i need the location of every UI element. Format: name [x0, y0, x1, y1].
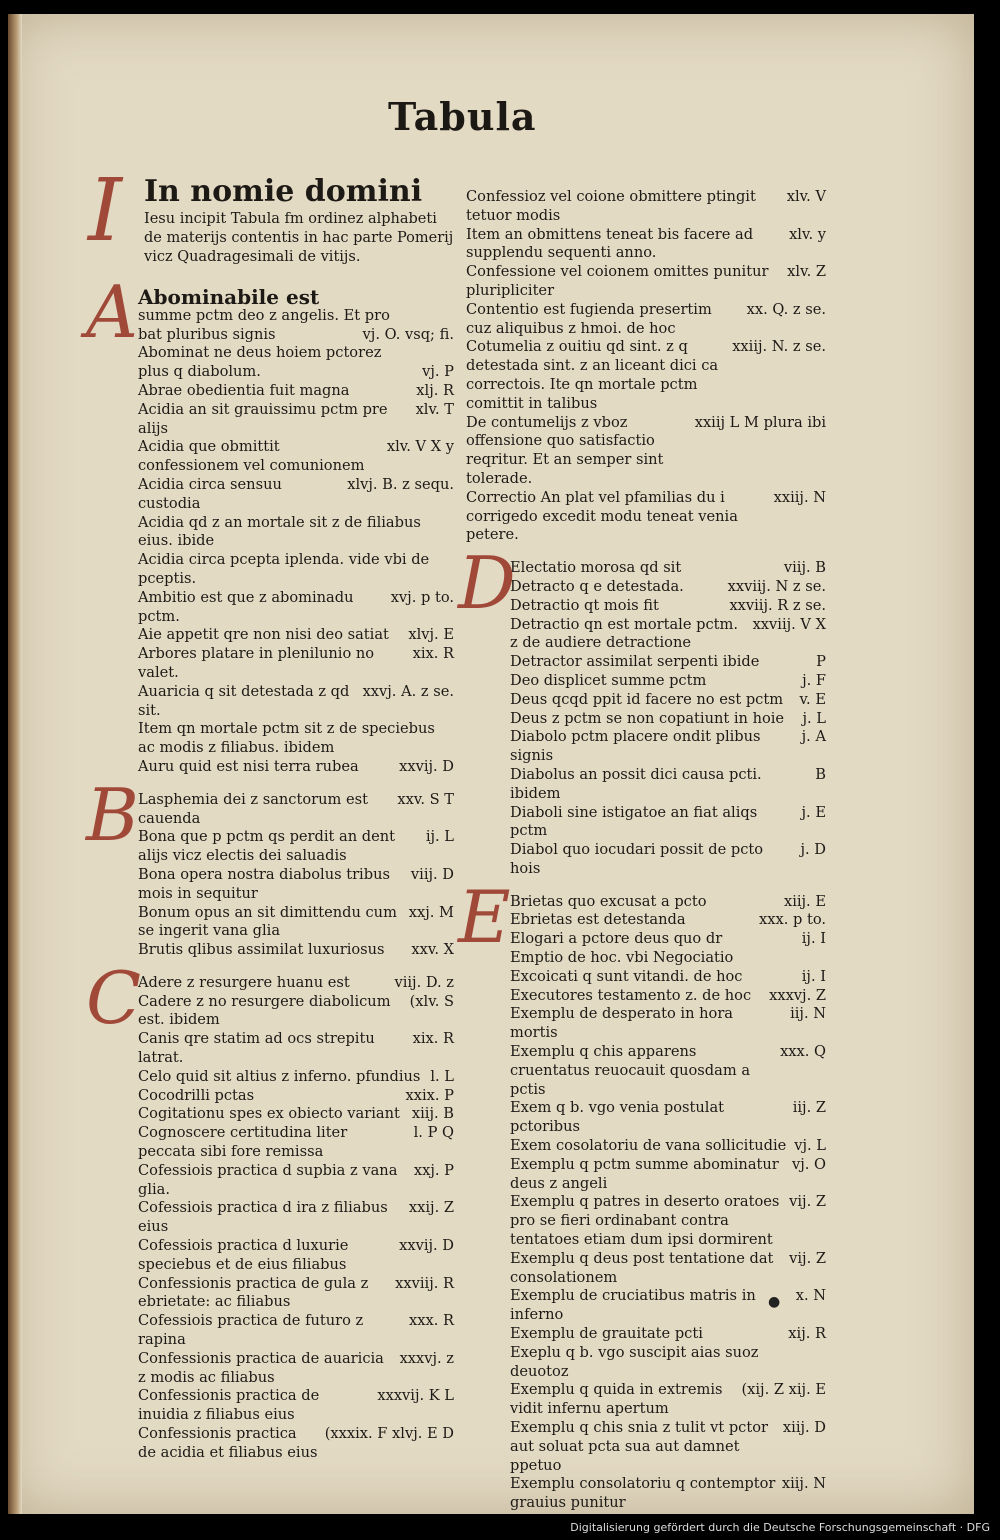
entry-reference: xiij. D	[782, 1419, 826, 1436]
index-section	[458, 874, 826, 1513]
entry-reference: xxj. P	[413, 1161, 454, 1179]
entry-reference: vj. L	[794, 1137, 826, 1155]
entry-text: plus q diabolum.	[138, 363, 261, 381]
index-entry	[138, 514, 454, 552]
index-entry	[466, 301, 826, 339]
entry-reference: (xlv. S	[409, 992, 454, 1010]
index-entry	[138, 1162, 454, 1200]
entry-text: Diabolo pctm placere ondit plibus signis	[510, 728, 761, 765]
index-entry	[138, 1199, 454, 1237]
index-entry	[510, 968, 826, 987]
entry-reference: xvj. p to.	[390, 588, 454, 606]
index-entry	[138, 363, 454, 382]
entry-reference: xiij. E	[783, 892, 826, 910]
entry-text: Exemplu q patres in deserto oratoes pro se fieri ordinabant contra tentatoes etiam dum ipsi dormirent	[510, 1193, 780, 1249]
index-entry	[510, 987, 826, 1006]
entry-reference: xxv. S T	[397, 790, 454, 808]
manuscript-page	[8, 14, 974, 1514]
entry-text: Abrae obedientia fuit magna	[138, 381, 350, 399]
entry-text: Exemplu q quida in extremis vidit infernu apertum	[510, 1381, 723, 1418]
entry-text: Confessionis practica de acidia et filiabus eius	[138, 1425, 318, 1461]
entry-reference: j. F	[802, 671, 826, 689]
index-entry	[138, 683, 454, 721]
index-entry	[510, 841, 826, 879]
page-title: Tabula	[388, 94, 537, 139]
entry-text: Detractio qn est mortale pctm. z de audiere detractione	[510, 615, 738, 652]
index-entry	[138, 476, 454, 514]
entry-text: Cocodrilli pctas	[138, 1086, 255, 1104]
entry-reference: iij. Z	[792, 1099, 826, 1117]
entry-reference: xxviij. V X	[752, 615, 826, 633]
index-section	[86, 772, 454, 960]
index-entry	[138, 382, 454, 401]
index-entry	[138, 1068, 454, 1087]
index-entry	[510, 653, 826, 672]
entry-reference: xlv. V X y	[386, 438, 454, 456]
entry-text: Confessioz vel coione obmittere ptingit tetuor modis	[466, 188, 756, 224]
index-entry	[510, 597, 826, 616]
entry-text: Exemplu q chis snia z tulit vt pctor aut soluat pcta sua aut damnet ppetuo	[510, 1419, 768, 1474]
entry-text: Executores testamento z. de hoc	[510, 986, 752, 1004]
index-section	[458, 541, 826, 879]
index-entry	[510, 1099, 826, 1137]
index-entry	[138, 1087, 454, 1106]
entry-reference: xx. Q. z se.	[746, 300, 826, 318]
entry-reference: viij. D. z	[394, 973, 454, 991]
entry-reference: xlvj. E	[408, 626, 454, 644]
index-entry	[138, 1030, 454, 1068]
entry-reference: P	[816, 653, 826, 671]
incipit-heading	[88, 161, 454, 274]
entry-reference: j. L	[802, 709, 826, 727]
entry-reference: ij. L	[425, 828, 454, 846]
entry-text: Confessionis practica de auaricia z modis ac filiabus	[138, 1349, 384, 1386]
right-column	[458, 174, 826, 1513]
entry-text: Brutis qlibus assimilat luxuriosus	[138, 941, 385, 959]
index-entry	[138, 1237, 454, 1275]
entry-text: Cofessiois practica d supbia z vana glia.	[138, 1161, 398, 1198]
index-section	[86, 270, 454, 777]
index-entry	[510, 766, 826, 804]
index-entry	[510, 1156, 826, 1194]
entry-text: Item an obmittens teneat bis facere ad supplendu sequenti anno.	[466, 225, 754, 262]
entry-reference: xxviij. R z se.	[729, 596, 826, 614]
entry-text: Correctio An plat vel pfamilias du i corrigedo excedit modu teneat venia petere.	[466, 488, 738, 544]
index-entry	[510, 1137, 826, 1156]
entry-text: Acidia an sit grauissimu pctm pre alijs	[138, 400, 388, 437]
index-entry	[138, 993, 454, 1031]
entry-text: Adere z resurgere huanu est	[138, 973, 350, 991]
right-sections	[458, 188, 826, 1513]
illuminated-initial: D	[458, 541, 516, 626]
entry-reference: x. N	[795, 1287, 826, 1305]
index-section	[86, 955, 454, 1463]
entry-text: Exemplu de grauitate pcti	[510, 1325, 703, 1343]
entry-reference: vj. P	[422, 363, 454, 381]
index-entry	[138, 828, 454, 866]
illuminated-initial: B	[86, 772, 139, 857]
index-entry	[510, 1250, 826, 1288]
left-sections	[86, 270, 454, 1463]
left-column	[86, 161, 454, 1463]
entry-reference: j. A	[801, 728, 826, 746]
entry-text: Exeplu q b. vgo suscipit aias suoz deuotoz	[510, 1343, 759, 1380]
entry-text: Exemplu de desperato in hora mortis	[510, 1005, 734, 1042]
illuminated-initial: I	[88, 161, 122, 261]
entry-reference: viij. B	[783, 559, 826, 577]
index-entry	[138, 1312, 454, 1350]
entry-reference: (xij. Z xij. E	[741, 1381, 826, 1399]
entry-text: Acidia circa pcepta iplenda. vide vbi de pceptis.	[138, 551, 430, 587]
index-entry	[138, 438, 454, 476]
entry-text: Deus z pctm se non copatiunt in hoie	[510, 709, 785, 727]
entry-reference: xxxvj. Z	[769, 986, 826, 1004]
entry-reference: xlv. V	[786, 188, 826, 205]
entry-text: Elogari a pctore deus quo dr	[510, 930, 723, 948]
entry-reference: xiij. N	[781, 1475, 826, 1493]
index-entry	[510, 911, 826, 930]
index-entry	[510, 728, 826, 766]
entry-reference: xix. R	[412, 1030, 454, 1048]
index-entry	[138, 720, 454, 758]
index-entry	[138, 401, 454, 439]
entry-text: Ebrietas est detestanda	[510, 911, 686, 929]
index-entry	[466, 489, 826, 545]
entry-text: Detractio qt mois fit	[510, 596, 659, 614]
entry-text: Arbores platare in plenilunio no valet.	[138, 645, 375, 681]
entry-reference: xxx. R	[409, 1312, 454, 1330]
entry-reference: l. L	[430, 1067, 454, 1085]
entry-reference: vj. O. vsq; fi.	[362, 325, 454, 343]
entry-reference: xxiij. N. z se.	[732, 338, 826, 356]
entry-text: Exemplu de cruciatibus matris in inferno	[510, 1287, 756, 1324]
index-entry	[510, 578, 826, 597]
entry-text: De contumelijs z vboz offensione quo satisfactio reqritur. Et an semper sint tolerade.	[466, 413, 664, 487]
entry-reference: ij. I	[801, 930, 826, 948]
entry-reference: xxviij. R	[395, 1274, 454, 1292]
index-entry	[510, 1475, 826, 1513]
entry-reference: v. E	[799, 690, 826, 708]
index-entry	[138, 1387, 454, 1425]
entry-text: summe pctm deo z angelis. Et pro	[138, 306, 390, 324]
entry-text: Deus qcqd ppit id facere no est pctm	[510, 690, 784, 708]
index-entry	[510, 804, 826, 842]
entry-reference: vj. O	[791, 1155, 826, 1173]
index-entry	[510, 691, 826, 710]
index-entry	[138, 645, 454, 683]
entry-text: Detracto q e detestada.	[510, 577, 684, 595]
entry-text: Exem cosolatoriu de vana sollicitudie	[510, 1137, 787, 1155]
entry-text: Acidia circa sensuu custodia	[138, 475, 282, 512]
index-entry	[510, 1043, 826, 1099]
entry-text: Bonum opus an sit dimittendu cum se ingerit vana glia	[138, 903, 397, 940]
ink-dot: ●	[768, 1294, 781, 1310]
index-entry	[138, 344, 454, 363]
entry-text: Celo quid sit altius z inferno. pfundius	[138, 1067, 421, 1085]
entry-text: Deo displicet summe pctm	[510, 671, 707, 689]
entry-text: Bona que p pctm qs perdit an dent alijs vicz electis dei saluadis	[138, 828, 396, 865]
index-entry	[138, 626, 454, 645]
index-entry	[138, 791, 454, 829]
entry-text: Exemplu q pctm summe abominatur deus z angeli	[510, 1155, 779, 1192]
index-entry	[466, 263, 826, 301]
entry-reference: xlv. T	[415, 400, 454, 418]
index-entry	[510, 1325, 826, 1344]
entry-reference: xlvj. B. z sequ.	[347, 475, 454, 493]
entry-text: Cotumelia z ouitiu qd sint. z q detestada sint. z an liceant dici ca correctois. Ite qn mortale pctm comittit in talibus	[466, 338, 719, 412]
entry-text: Acidia qd z an mortale sit z de filiabus eius. ibide	[138, 513, 421, 550]
entry-reference: xxx. p to.	[759, 911, 826, 929]
entry-reference: xxxvij. K L	[377, 1387, 454, 1405]
index-entry	[138, 1425, 454, 1463]
entry-reference: j. E	[801, 803, 826, 821]
index-entry	[138, 758, 454, 777]
incipit-title: In nomie domini	[144, 174, 423, 209]
entry-reference: l. P Q	[413, 1124, 454, 1142]
entry-reference: vij. Z	[789, 1249, 826, 1267]
index-entry	[138, 589, 454, 627]
entry-reference: ij. I	[801, 967, 826, 985]
entry-reference: vij. Z	[789, 1193, 826, 1211]
entry-text: Canis qre statim ad ocs strepitu latrat.	[138, 1030, 375, 1067]
index-entry	[466, 338, 826, 413]
index-entry	[466, 226, 826, 264]
index-entry	[510, 1419, 826, 1475]
entry-text: Auru quid est nisi terra rubea	[138, 757, 359, 775]
entry-reference: iij. N	[790, 1005, 826, 1023]
entry-reference: xxij. Z	[408, 1199, 454, 1217]
entry-reference: j. D	[800, 841, 826, 859]
entry-reference: xiij. B	[411, 1105, 454, 1123]
entry-text: Exem q b. vgo venia postulat pctoribus	[510, 1099, 725, 1136]
index-entry	[510, 1381, 826, 1419]
illuminated-initial: A	[86, 270, 138, 354]
index-entry	[138, 1105, 454, 1124]
section-lead: Abominabile est	[138, 285, 320, 309]
entry-reference: xxix. P	[405, 1086, 454, 1104]
index-entry	[138, 866, 454, 904]
entry-reference: xlv. Z	[787, 263, 826, 281]
entry-text: Emptio de hoc. vbi Negociatio	[510, 949, 734, 967]
entry-reference: viij. D	[410, 865, 454, 883]
entry-text: Bona opera nostra diabolus tribus mois in sequitur	[138, 865, 390, 902]
index-entry	[138, 307, 454, 326]
entry-text: Contentio est fugienda presertim cuz aliquibus z hmoi. de hoc	[466, 300, 712, 337]
index-entry	[138, 941, 454, 960]
entry-reference: xxxvj. z	[399, 1349, 454, 1367]
entry-text: Cadere z no resurgere diabolicum est. ibidem	[138, 992, 391, 1029]
entry-text: Acidia que obmittit confessionem vel comunionem	[138, 438, 365, 475]
entry-text: Diabolus an possit dici causa pcti. ibidem	[510, 765, 762, 802]
index-entry	[466, 414, 826, 489]
entry-reference: xxvij. D	[399, 757, 454, 775]
index-entry	[510, 949, 826, 968]
entry-text: Lasphemia dei z sanctorum est cauenda	[138, 790, 368, 827]
entry-text: Exemplu consolatoriu q contemptor grauius punitur	[510, 1475, 776, 1512]
entry-reference: xlv. y	[789, 225, 826, 243]
entry-reference: xxiij L M plura ibi	[694, 413, 826, 431]
illuminated-initial: C	[86, 955, 142, 1040]
digitization-credit: Digitalisierung gefördert durch die Deutsche Forschungsgemeinschaft · DFG	[570, 1521, 990, 1534]
index-entry	[138, 974, 454, 993]
index-entry	[138, 904, 454, 942]
entry-reference: xxvj. A. z se.	[362, 682, 454, 700]
index-entry	[138, 326, 454, 345]
entry-text: Auaricia q sit detestada z qd sit.	[138, 682, 350, 719]
index-entry	[510, 1193, 826, 1249]
entry-text: Abominat ne deus hoiem pctorez	[138, 344, 382, 362]
index-entry	[138, 1124, 454, 1162]
index-entry	[466, 188, 826, 226]
index-entry	[138, 551, 454, 589]
index-entry	[510, 1005, 826, 1043]
entry-text: Ambitio est que z abominadu pctm.	[138, 588, 354, 625]
entry-reference: xxviij. N z se.	[727, 577, 826, 595]
index-entry	[138, 1275, 454, 1313]
entry-text: Diaboli sine istigatoe an fiat aliqs pctm	[510, 803, 758, 840]
entry-reference: xxiij. N	[773, 488, 826, 506]
entry-text: Item qn mortale pctm sit z de speciebus ac modis z filiabus. ibidem	[138, 720, 435, 757]
entry-text: Detractor assimilat serpenti ibide	[510, 653, 760, 671]
index-entry	[510, 672, 826, 691]
book-binding-edge	[8, 14, 22, 1514]
index-entry	[138, 1350, 454, 1388]
index-entry	[510, 710, 826, 729]
entry-reference: xix. R	[412, 645, 454, 663]
entry-reference: xxj. M	[408, 903, 454, 921]
entry-reference: xxvij. D	[399, 1237, 454, 1255]
entry-text: Confessione vel coionem omittes punitur pluripliciter	[466, 263, 769, 299]
index-entry	[510, 559, 826, 578]
entry-reference: (xxxix. F xlvj. E D	[324, 1425, 454, 1443]
entry-reference: xlj. R	[416, 381, 454, 399]
entry-text: Exemplu q deus post tentatione dat consolationem	[510, 1249, 774, 1286]
entry-text: Cofessiois practica de futuro z rapina	[138, 1312, 364, 1349]
entry-text: Electatio morosa qd sit	[510, 559, 682, 577]
entry-text: Aie appetit qre non nisi deo satiat	[138, 626, 389, 644]
entry-text: Cognoscere certitudina liter peccata sibi fore remissa	[138, 1124, 348, 1161]
index-section	[466, 188, 826, 545]
entry-reference: B	[815, 765, 826, 783]
entry-text: Exemplu q chis apparens cruentatus reuocauit quosdam a pctis	[510, 1043, 751, 1098]
entry-text: Cogitationu spes ex obiecto variant	[138, 1105, 400, 1123]
entry-text: Cofessiois practica d ira z filiabus eius	[138, 1199, 388, 1236]
index-entry	[510, 1344, 826, 1382]
entry-reference: xij. R	[788, 1325, 826, 1343]
entry-text: Diabol quo iocudari possit de pcto hois	[510, 841, 764, 877]
entry-reference: xxv. X	[411, 941, 454, 959]
entry-reference: xxx. Q	[780, 1043, 826, 1061]
index-entry	[510, 930, 826, 949]
entry-text: bat pluribus signis	[138, 325, 276, 343]
entry-text: Cofessiois practica d luxurie speciebus et de eius filiabus	[138, 1237, 349, 1273]
index-entry	[510, 893, 826, 912]
illuminated-initial: E	[458, 874, 511, 959]
entry-text: Confessionis practica de inuidia z filiabus eius	[138, 1387, 320, 1424]
entry-text: Brietas quo excusat a pcto	[510, 892, 707, 910]
index-entry	[510, 616, 826, 654]
entry-text: Excoicati q sunt vitandi. de hoc	[510, 967, 743, 985]
entry-text: Confessionis practica de gula z ebrietate: ac filiabus	[138, 1274, 369, 1311]
incipit-text: Iesu incipit Tabula fm ordinez alphabeti de materijs contentis in hac parte Pomerij vicz Quadragesimali de vitijs.	[144, 211, 454, 265]
